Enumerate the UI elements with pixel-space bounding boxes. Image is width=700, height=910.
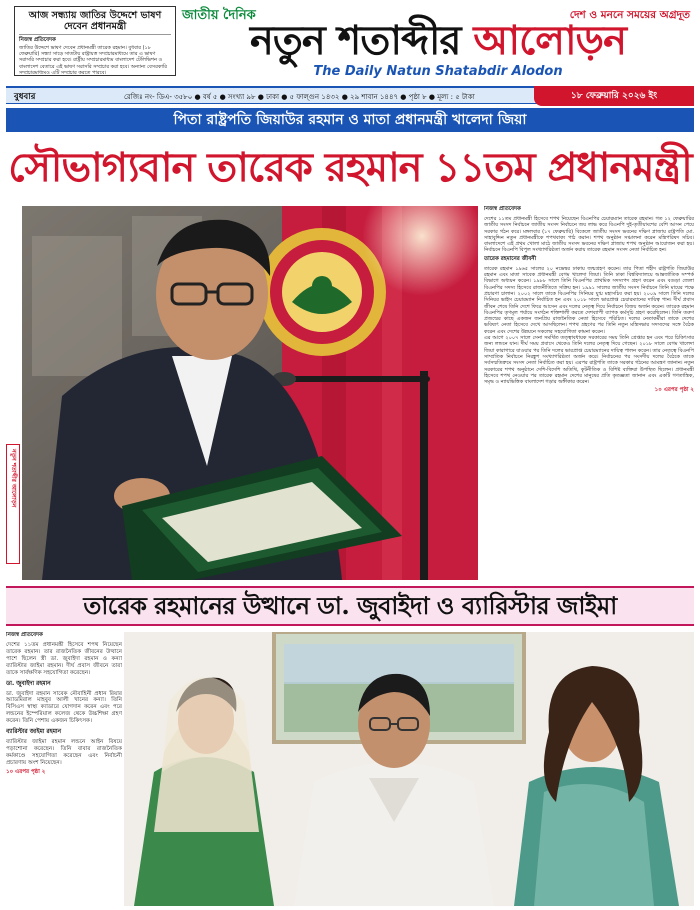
lead-article-paragraph: এর আগে ২০০৭ সালে সেনা সমর্থিত তত্ত্বাবধায়ক সরকারের সময় তিনি গ্রেপ্তার হন এবং পরে চিকিৎসার জন্য লন্ডনে যান। দীর্ঘ সময় প্রবাসে থেকেও তিনি দলের নেতৃত্ব দিয়ে গেছেন। ২০১৮ সালে বেগম খালেদা জিয়া কারাগারে যাওয়ার পর তিনি দলের ভারপ্রাপ্ত চেয়ারম্যানের দায়িত্ব পালন করেন। তার নেতৃত্বে বিএনপি সাম্প্রতিক নির্বাচনে নিরঙ্কুশ সংখ্যাগরিষ্ঠতা অর্জন করে। নির্বাচনের পর সংসদীয় দলের বৈঠকে তাকে সর্বসম্মতিক্রমে সংসদ নেতা নির্বাচিত করা হয়। এরপর রাষ্ট্রপতি তাকে সরকার গঠনের আমন্ত্রণ জানান। নতুন সরকারের শপথ অনুষ্ঠানে দেশি-বিদেশি অতিথি, কূটনীতিক ও বিশিষ্ট ব্যক্তিরা উপস্থিত ছিলেন। প্রধানমন্ত্রী হিসেবে শপথ নেওয়ার পর তারেক রহমান দেশের মানুষের প্রতি কৃতজ্ঞতা জানান এবং একটি গণতান্ত্রিক, সমৃদ্ধ ও ন্যায়ভিত্তিক বাংলাদেশ গড়ার অঙ্গীকার করেন। [484,335,694,386]
lead-article-paragraph: দেশের ১১তম প্রধানমন্ত্রী হিসেবে শপথ নিয়েছেন বিএনপির চেয়ারম্যান তারেক রহমান। গত ১২ ফেব্রুয়ারির জাতীয় সংসদ নির্বাচনে জাতীয় সংসদ নির্বাচনে জয় লাভ করে বিএনপি দুই-তৃতীয়াংশের বেশি আসন পেয়ে সরকার গঠন করে। মঙ্গলবার (১৭ ফেব্রুয়ারি) বিকেলে জাতীয় সংসদ ভবনের দক্ষিণ প্লাজায় রাষ্ট্রপতি মো. সাহাবুদ্দিন নতুন প্রধানমন্ত্রীকে শপথবাক্য পাঠ করান। শপথ অনুষ্ঠান সঞ্চালনা করেন মন্ত্রিপরিষদ সচিব। বাংলাদেশে এই প্রথম খোলা মাঠে জাতীয় সংসদ ভবনের দক্ষিণ প্লাজায় শপথ অনুষ্ঠান আয়োজন করা হয়। নির্বাচনে বিএনপি বিপুল সংখ্যাগরিষ্ঠতা অর্জন করায় তারেক রহমান সংসদ নেতা নির্বাচিত হন। [484,216,694,254]
second-article-subhead: ব্যারিস্টার জাইমা রহমান [6,729,61,736]
date-bar [6,86,694,104]
newspaper-name-english: The Daily Natun Shatabdir Alodon [313,64,563,79]
nameplate [182,4,694,82]
ear-byline: নিজস্ব প্রতিবেদক [19,37,56,43]
main-headline: সৌভাগ্যবান তারেক রহমান ১১তম প্রধানমন্ত্রী [8,144,692,191]
lead-article-byline: নিজস্ব প্রতিবেদক [484,206,521,212]
second-article-paragraph: ব্যারিস্টার জাইমা রহমান লন্ডনে আইন বিষয়ে পড়াশোনা করেছেন। তিনি বাবার রাজনৈতিক কর্মকাণ্ডে সহযোগিতা করেছেন এবং নির্বাচনী প্রচারণায় অংশ নিয়েছেন। [6,739,122,766]
second-headline: তারেক রহমানের উত্থানে ডা. জুবাইদা ও ব্যারিস্টার জাইমা [83,591,617,620]
family-photo [124,632,694,906]
newspaper-name-part1: নতুন শতাব্দীর [249,17,474,64]
lead-article-paragraph: তারেক রহমান ১৯৬৫ সালের ২০ নভেম্বর ঢাকায় জন্মগ্রহণ করেন। তার পিতা শহীদ রাষ্ট্রপতি জিয়াউর রহমান এবং মাতা সাবেক প্রধানমন্ত্রী বেগম খালেদা জিয়া। তিনি ঢাকা বিশ্ববিদ্যালয়ে আন্তর্জাতিক সম্পর্ক বিভাগে অধ্যয়ন করেন। ১৯৮৮ সালে তিনি বিএনপির প্রাথমিক সদস্যপদ গ্রহণ করেন এবং বগুড়া জেলা বিএনপির সদস্য হিসেবে রাজনীতিতে সক্রিয় হন। ১৯৯১ সালের জাতীয় সংসদ নির্বাচনে তিনি মায়ের পক্ষে প্রচারণা চালান। ২০০২ সালে তাকে বিএনপির সিনিয়র যুগ্ম মহাসচিব করা হয়। ২০০৯ সালে তিনি দলের সিনিয়র ভাইস চেয়ারম্যান নির্বাচিত হন এবং ২০১৮ সালে ভারপ্রাপ্ত চেয়ারম্যানের দায়িত্ব পান। দীর্ঘ প্রবাস জীবন শেষে তিনি দেশে ফিরে আসেন এবং দলের নেতৃত্ব দিয়ে নির্বাচনে বিজয় অর্জন করেন। তারেক রহমান বিএনপির তৃণমূল পর্যায়ে সংগঠন শক্তিশালী করতে দেশব্যাপী ব্যাপক কর্মসূচি গ্রহণ করেছিলেন। তিনি তরুণ প্রজন্মের কাছে একজন জনপ্রিয় রাজনৈতিক নেতা হিসেবে পরিচিত। দলের নেতাকর্মীরা তাকে দেশের ভবিষ্যৎ নেতা হিসেবে দেখে আসছিলেন। শপথ গ্রহণের পর তিনি নতুন মন্ত্রিসভার সদস্যদের সঙ্গে বৈঠক করেন এবং দেশের উন্নয়নে সকলের সহযোগিতা কামনা করেন। [484,265,694,335]
lead-article-subhead: তারেক রহমানের জীবনী [484,255,537,262]
second-article-paragraph: ডা. জুবাইদা রহমান সাবেক নৌবাহিনী প্রধান রিয়ার অ্যাডমিরাল মাহবুব আলী খানের কন্যা। তিনি বিসিএস স্বাস্থ্য ক্যাডারে যোগদান করেন এবং পরে লন্ডনের ইম্পেরিয়াল কলেজ থেকে উচ্চশিক্ষা গ্রহণ করেন। তিনি পেশায় একজন চিকিৎসক। [6,690,122,725]
second-article-byline: নিজস্ব প্রতিবেদক [6,632,43,638]
ear-text: জাতির উদ্দেশে ভাষণ দেবেন প্রধানমন্ত্রী তারেক রহমান। বুধবার (১৮ ফেব্রুয়ারি) সন্ধ্যা সাড়ে সাতটায় রাষ্ট্রায়ত্ত সম্প্রচারমাধ্যমে তার এ ভাষণ সরাসরি সম্প্রচার করা হবে। রাষ্ট্রীয় সম্প্রচারমাধ্যম বাংলাদেশ টেলিভিশন ও বাংলাদেশ বেতারে এই ভাষণ সরাসরি সম্প্রচার করা হবে। অন্যান্য বেসরকারি সম্প্রচারমাধ্যমও এটি সম্প্রচার করতে পারবে। [19,45,167,76]
issue-date: ১৮ ফেব্রুয়ারি ২০২৬ ইং [534,86,694,106]
second-article-paragraph: দেশের ১১তম প্রধানমন্ত্রী হিসেবে শপথ নিয়েছেন তারেক রহমান। তার রাজনৈতিক জীবনের উত্থানে পাশে ছিলেন স্ত্রী ডা. জুবাইদা রহমান ও কন্যা ব্যারিস্টার জাইমা রহমান। দীর্ঘ প্রবাস জীবনে তারা তাকে সার্বক্ষণিক সহযোগিতা করেছেন। [6,642,122,676]
newspaper-name-part2: আলোড়ন [473,17,626,64]
second-article-continue[interactable]: ১০ এরপর পৃষ্ঠা ২ [6,768,46,775]
nameplate-label: জাতীয় দৈনিক [182,8,256,23]
newspaper-name [182,18,694,64]
ear-panel [14,6,176,76]
swearing-in-illustration [22,206,478,580]
side-edition-tag [6,444,20,564]
issue-meta: রেজিঃ নং- ডিএ- ৩৫৮০ ● বর্ষ ৫ ● সংখ্যা ৯৮ ● ঢাকা ● ৫ ফাল্গুন ১৪৩২ ● ২৯ শাবান ১৪৪৭ ● পৃষ্ঠা ৮ ● মূল্য : ৫ টাকা [124,93,475,101]
kicker-strap: পিতা রাষ্ট্রপতি জিয়াউর রহমান ও মাতা প্রধানমন্ত্রী খালেদা জিয়া [6,108,694,132]
swearing-in-photo [22,206,478,580]
weekday: বুধবার [14,92,36,102]
ear-headline: আজ সন্ধ্যায় জাতির উদ্দেশে ভাষণ দেবেন প্রধানমন্ত্রী [19,10,171,35]
family-illustration [124,632,694,906]
second-article [6,632,122,906]
second-article-subhead: ডা. জুবাইদা রহমান [6,680,51,687]
side-edition-label: নতুন শতাব্দীর আলোড়ন [10,449,17,508]
newspaper-front-page [6,4,694,906]
lead-article-continue[interactable]: ১০ এরপর পৃষ্ঠা ২ [654,387,694,394]
nameplate-tagline: দেশ ও মননে সময়ের অগ্রদূত [569,9,690,21]
second-headline-band [6,586,694,626]
lead-article [484,206,694,580]
